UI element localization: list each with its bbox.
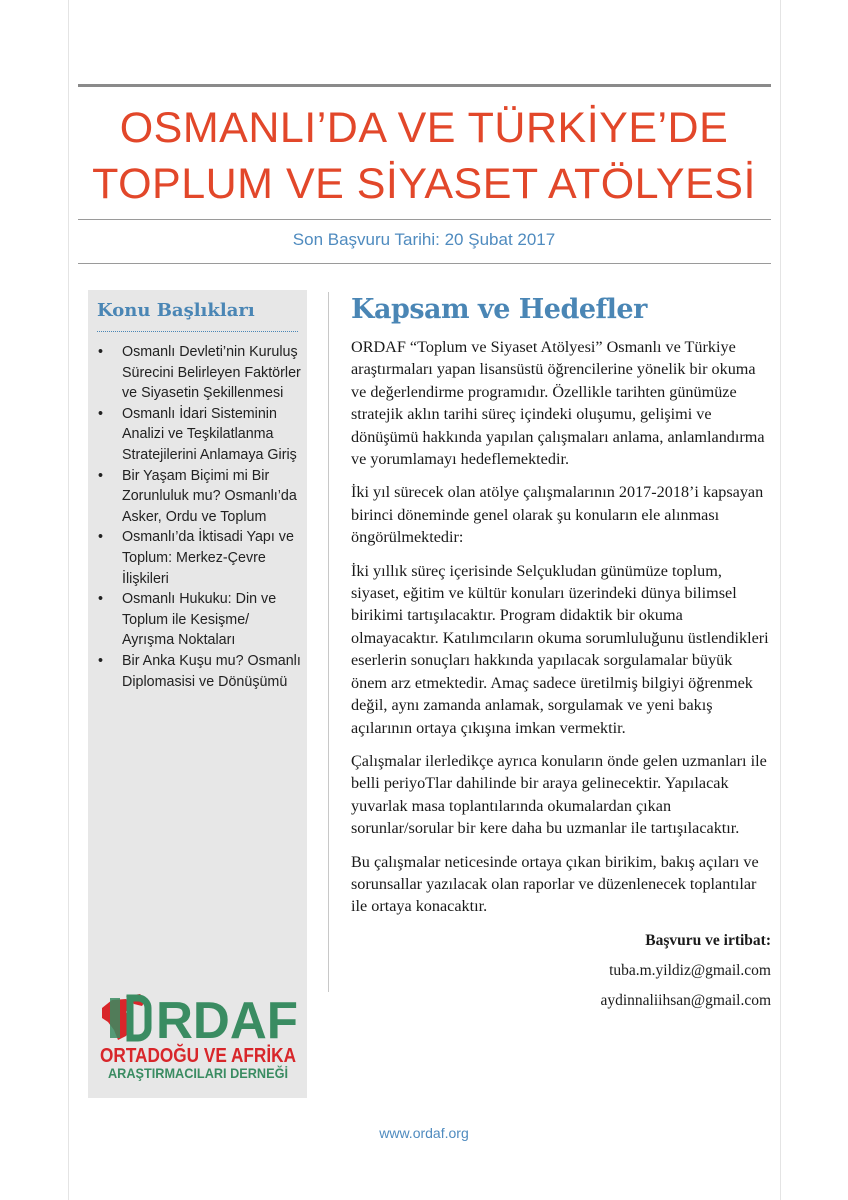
title-line-1: OSMANLI’DA VE TÜRKİYE’DE	[119, 104, 729, 152]
top-rule	[78, 84, 771, 87]
contact-heading: Başvuru ve irtibat:	[645, 931, 771, 949]
topics-sidebar	[88, 290, 328, 1098]
page-border-right	[780, 0, 781, 1200]
paragraph: Çalışmalar ilerledikçe ayrıca konuların önde gelen uzmanları ile belli periyoTlar dahilinde bir araya gelinecektir. Yapılacak yuvarlak masa toplantılarında okumalardan çıkan sorunlar/sorular bir kere daha bu uzmanlar ile tartışılacaktır.	[351, 751, 767, 838]
list-item: • Osmanlı Devleti’nin Kuruluş Sürecini Belirleyen Faktörler ve Siyasetin Şekillenmesi	[88, 342, 302, 404]
title-line-2: TOPLUM VE SİYASET ATÖLYESİ	[92, 160, 756, 208]
ordaf-logo	[96, 990, 328, 1081]
divider	[78, 263, 771, 264]
svg-text:RDAF: RDAF	[156, 992, 298, 1050]
paragraph: Bu çalışmalar neticesinde ortaya çıkan birikim, bakış açıları ve sorunsallar yazılacak olan raporlar ve düzenlenecek toplantılar ile ortaya konacaktır.	[351, 852, 759, 916]
list-item: • Bir Anka Kuşu mu? Osmanlı Diplomasisi ve Dönüşümü	[88, 651, 302, 692]
dotted-divider	[97, 331, 298, 332]
paragraph: İki yıllık süreç içerisinde Selçukludan günümüze toplum, siyaset, eğitim ve kültür konuları üzerindeki dünya bilimsel birikimi tartışılacaktır. Program didaktik bir okuma olmayacaktır. Katılımcıların okuma sorumluluğunu üstlendikleri eserlerin sonuçları hakkında yapılacak sorgulamalar büyük önem arz etmektedir. Amaç sadece üretilmiş bilgiyi öğrenmek değil, aynı zamanda anlamak, sorgulamak ve yeni bakış açılarının ortaya çıkışına imkan vermektir.	[351, 561, 769, 737]
list-item: • Osmanlı Hukuku: Din ve Toplum ile Kesişme/ Ayrışma Noktaları	[88, 589, 302, 651]
logo-line-1: ORTADOĞU VE AFRİKA	[100, 1045, 328, 1067]
list-item: • Osmanlı İdari Sisteminin Analizi ve Teşkilatlanma Stratejilerini Anlamaya Giriş	[88, 404, 302, 466]
page-title	[68, 100, 780, 212]
paragraph: ORDAF “Toplum ve Siyaset Atölyesi” Osmanlı ve Türkiye araştırmaları yapan lisansüstü öğrencilerine yönelik bir okuma ve değerlendirme programıdır. Özellikle tarihten günümüze stratejik aklın tarihi süreç içindeki oluşumu, gelişimi ve dönüşümü hakkında yapılan çalışmaları anlama, anlamlandırma ve yorumlamayı hedeflemektedir.	[351, 338, 765, 469]
contact-block	[351, 932, 771, 1010]
deadline: Son Başvuru Tarihi: 20 Şubat 2017	[292, 230, 556, 249]
sidebar-title: Konu Başlıkları	[97, 300, 255, 321]
list-item: • Osmanlı’da İktisadi Yapı ve Toplum: Merkez-Çevre İlişkileri	[88, 527, 302, 589]
column-divider	[328, 292, 329, 992]
section-heading: Kapsam ve Hedefler	[351, 294, 647, 325]
email-link[interactable]: tuba.m.yildiz@gmail.com	[609, 961, 771, 979]
website-link[interactable]: www.ordaf.org	[379, 1125, 469, 1141]
topics-list	[88, 342, 302, 692]
paragraph: İki yıl sürecek olan atölye çalışmalarının 2017-2018’i kapsayan birinci döneminde genel olarak şu konuların ele alınması öngörülmektedir:	[351, 483, 764, 547]
email-link[interactable]: aydinnaliihsan@gmail.com	[600, 991, 771, 1009]
main-content	[351, 294, 771, 1022]
list-item: • Bir Yaşam Biçimi mi Bir Zorunluluk mu? Osmanlı’da Asker, Ordu ve Toplum	[88, 466, 302, 528]
divider	[78, 219, 771, 220]
logo-line-2: ARAŞTIRMACILARI DERNEĞİ	[108, 1065, 307, 1081]
